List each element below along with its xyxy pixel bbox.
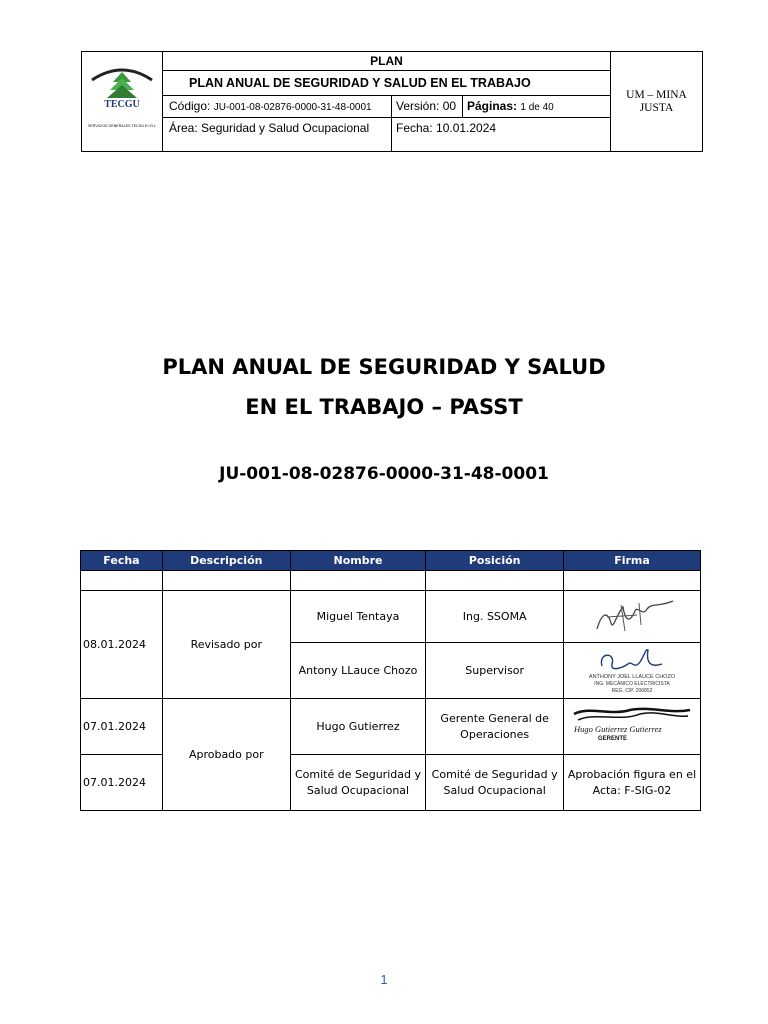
signature-icon	[577, 595, 687, 639]
signature-llauce	[564, 643, 701, 699]
approval-table	[80, 550, 701, 811]
revisado-nombre-2: Antony LLauce Chozo	[290, 643, 426, 699]
logo-caption: SERVICIOS GENERALES TECGU E.I.R.L	[88, 124, 156, 128]
signature-gutierrez	[564, 699, 701, 755]
aprobado-nombre-2: Comité de Seguridad y Salud Ocupacional	[290, 755, 426, 811]
aprobado-firma-2: Aprobación figura en el Acta: F-SIG-02	[564, 755, 701, 811]
main-title-line2: EN EL TRABAJO – PASST	[245, 395, 523, 419]
table-row-empty	[81, 571, 701, 591]
col-nombre: Nombre	[290, 551, 426, 571]
main-doc-code: JU-001-08-02876-0000-31-48-0001	[219, 464, 549, 484]
page-number: 1	[380, 972, 388, 987]
doc-code: Código: JU-001-08-02876-0000-31-48-0001	[163, 96, 392, 117]
col-descripcion: Descripción	[162, 551, 290, 571]
revisado-descripcion: Revisado por	[162, 591, 290, 699]
svg-text:Hugo Gutierrez Gutierrez: Hugo Gutierrez Gutierrez	[574, 723, 662, 734]
doc-pages: Páginas: 1 de 40	[467, 99, 554, 113]
aprobado-nombre-1: Hugo Gutierrez	[290, 699, 426, 755]
document-header	[81, 51, 703, 152]
doc-version: Versión: 00	[392, 96, 463, 117]
col-firma: Firma	[564, 551, 701, 571]
revisado-fecha: 08.01.2024	[81, 591, 163, 699]
doc-title: PLAN ANUAL DE SEGURIDAD Y SALUD EN EL TRABAJO	[163, 71, 610, 96]
svg-text:ANTHONY JOEL LLAUCE CHOZO: ANTHONY JOEL LLAUCE CHOZO	[588, 673, 676, 680]
logo-name: TECGU	[104, 99, 140, 110]
aprobado-descripcion: Aprobado por	[162, 699, 290, 811]
svg-text:REG. CIP. 206852: REG. CIP. 206852	[611, 687, 653, 694]
signature-stamp-icon	[570, 702, 694, 752]
aprobado-fecha-1: 07.01.2024	[81, 699, 163, 755]
table-row	[81, 591, 701, 643]
doc-area: Área: Seguridad y Salud Ocupacional	[163, 118, 392, 152]
main-title-line1: PLAN ANUAL DE SEGURIDAD Y SALUD	[162, 355, 606, 379]
unit-label: UM – MINA JUSTA	[610, 52, 702, 151]
aprobado-posicion-1: Gerente General de Operaciones	[426, 699, 564, 755]
table-header-row	[81, 551, 701, 571]
aprobado-fecha-2: 07.01.2024	[81, 755, 163, 811]
svg-text:GERENTE: GERENTE	[598, 735, 628, 742]
aprobado-posicion-2: Comité de Seguridad y Salud Ocupacional	[426, 755, 564, 811]
doc-code-value: JU-001-08-02876-0000-31-48-0001	[213, 102, 372, 113]
col-fecha: Fecha	[81, 551, 163, 571]
col-posicion: Posición	[426, 551, 564, 571]
tecgu-logo-icon	[82, 52, 162, 152]
signature-tentaya	[564, 591, 701, 643]
svg-text:ING. MECÁNICO ELECTRICISTA: ING. MECÁNICO ELECTRICISTA	[594, 680, 670, 687]
table-row	[81, 699, 701, 755]
revisado-nombre-1: Miguel Tentaya	[290, 591, 426, 643]
doc-date: Fecha: 10.01.2024	[396, 121, 497, 135]
revisado-posicion-2: Supervisor	[426, 643, 564, 699]
doc-type: PLAN	[163, 52, 610, 71]
revisado-posicion-1: Ing. SSOMA	[426, 591, 564, 643]
company-logo	[82, 52, 163, 151]
signature-stamp-icon	[572, 644, 692, 698]
